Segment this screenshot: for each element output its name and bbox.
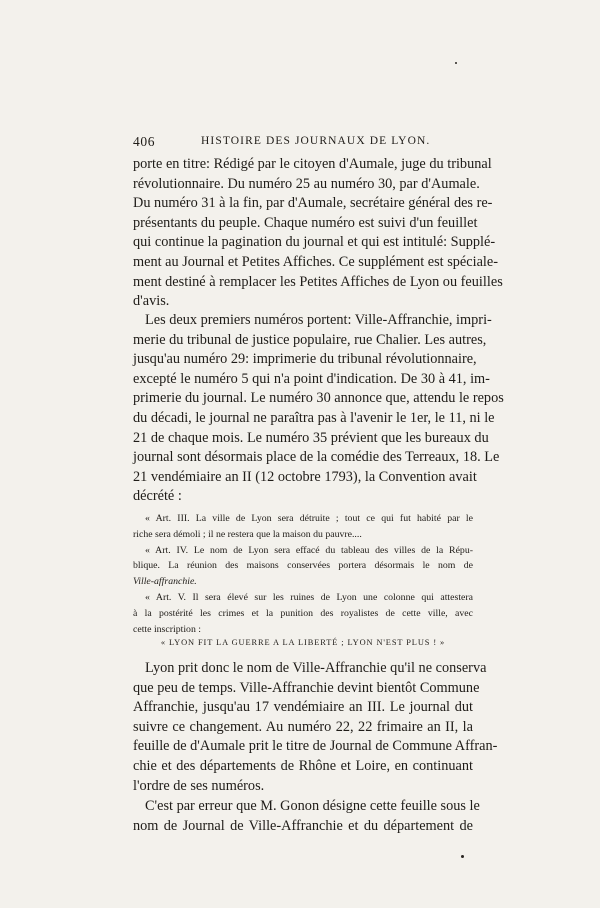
text-line: C'est par erreur que M. Gonon désigne cette feuille sous le <box>145 798 480 814</box>
text-line: 21 de chaque mois. Le numéro 35 prévient que les bureaux du <box>133 429 489 446</box>
text-line: l'ordre de ses numéros. <box>133 777 265 794</box>
page-number: 406 <box>133 134 156 149</box>
text-line: chie et des départements de Rhône et Loire, en continuant <box>133 757 473 774</box>
quote-line: « Art. IV. Le nom de Lyon sera effacé du tableau des villes de la Répu- <box>145 544 473 556</box>
text-line: merie du tribunal de justice populaire, rue Chalier. Les autres, <box>133 331 487 348</box>
text-line: Les deux premiers numéros portent: Ville-Affranchie, impri- <box>145 312 492 328</box>
text-line: du décadi, le journal ne paraîtra pas à l'avenir le 1er, le 11, ni le <box>133 409 495 426</box>
running-title: HISTOIRE DES JOURNAUX DE LYON. <box>201 135 431 147</box>
paragraph-2 <box>133 311 504 507</box>
text-line: excepté le numéro 5 qui n'a point d'indication. De 30 à 41, im- <box>133 370 490 387</box>
paragraph-4 <box>133 797 480 836</box>
text-line: que peu de temps. Ville-Affranchie devint bientôt Commune <box>133 679 480 696</box>
quote-line: cette inscription : <box>133 623 202 635</box>
text-line: nom de Journal de Ville-Affranchie et du département de <box>133 817 473 834</box>
text-line: suivre ce changement. Au numéro 22, 22 frimaire an II, la <box>133 718 473 735</box>
quote-line: blique. La réunion des maisons conservées portera désormais le nom de <box>133 560 473 572</box>
inscription: « LYON FIT LA GUERRE A LA LIBERTÉ ; LYON N'EST PLUS ! » <box>160 638 446 647</box>
text-line: journal sont désormais place de la comédie des Terreaux, 18. Le <box>133 449 500 466</box>
decree-quotation <box>133 511 473 637</box>
text-line: primerie du journal. Le numéro 30 annonce que, attendu le repos <box>133 390 504 407</box>
running-header <box>133 134 473 152</box>
text-line: décrété : <box>133 488 182 505</box>
quote-line: à la postérité les crimes et la punition des royalistes de cette ville, avec <box>133 607 473 619</box>
text-line: porte en titre: Rédigé par le citoyen d'Aumale, juge du tribunal <box>133 156 492 172</box>
text-line: ment au Journal et Petites Affiches. Ce supplément est spéciale- <box>133 253 499 270</box>
text-line: Affranchie, jusqu'au 17 vendémiaire an III. Le journal dut <box>133 699 473 716</box>
quote-line: riche sera démoli ; il ne restera que la maison du pauvre.... <box>133 528 362 540</box>
text-line: jusqu'au numéro 29: imprimerie du tribunal révolutionnaire, <box>133 351 477 368</box>
text-line: qui continue la pagination du journal et qui est intitulé: Supplé- <box>133 234 496 251</box>
text-line: 21 vendémiaire an II (12 octobre 1793), la Convention avait <box>133 468 477 485</box>
text-line: feuille de d'Aumale prit le titre de Journal de Commune Affran- <box>133 738 498 755</box>
text-line: Du numéro 31 à la fin, par d'Aumale, secrétaire général des re- <box>133 195 493 212</box>
text-line: présentants du peuple. Chaque numéro est suivi d'un feuillet <box>133 214 478 231</box>
text-line: révolutionnaire. Du numéro 25 au numéro 30, par d'Aumale. <box>133 175 480 192</box>
text-line: d'avis. <box>133 293 170 310</box>
text-line: Lyon prit donc le nom de Ville-Affranchie qu'il ne conserva <box>145 660 487 676</box>
quote-line: « Art. III. La ville de Lyon sera détruite ; tout ce qui fut habité par le <box>145 513 473 524</box>
quote-line: « Art. V. Il sera élevé sur les ruines de Lyon une colonne qui attestera <box>145 591 473 603</box>
ink-speck <box>461 855 464 858</box>
paragraph-1 <box>133 155 503 312</box>
text-line: ment destiné à remplacer les Petites Affiches de Lyon ou feuilles <box>133 273 503 290</box>
paragraph-3 <box>133 659 498 796</box>
quote-line: Ville-affranchie. <box>133 576 197 588</box>
ink-speck <box>455 62 457 64</box>
